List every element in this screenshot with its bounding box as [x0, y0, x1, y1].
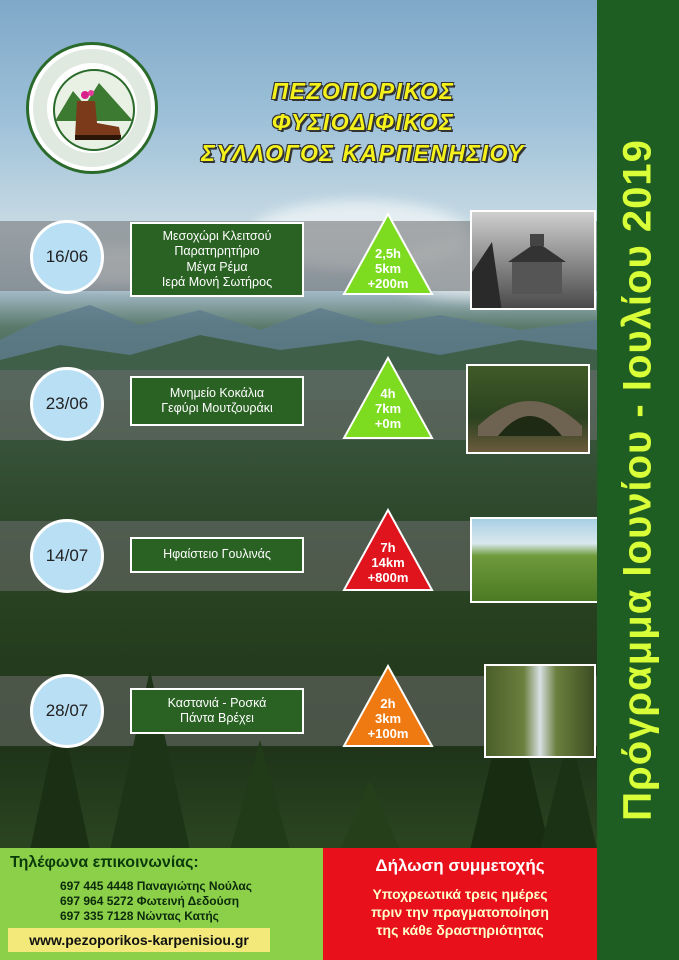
hiking-boot-icon: [55, 71, 133, 149]
signup-note: πριν την πραγματοποίηση: [371, 904, 549, 920]
website-link[interactable]: www.pezoporikos-karpenisiou.gr: [8, 928, 270, 952]
signup-note: Υποχρεωτικά τρεις ημέρες: [372, 886, 548, 902]
monastery-icon: [472, 212, 596, 310]
hike-distance: 5km: [374, 261, 402, 276]
hike-stats: [342, 696, 434, 741]
route-stop: Γεφύρι Μουτζουράκι: [161, 401, 273, 415]
route-stop: Ιερά Μονή Σωτήρος: [161, 275, 273, 289]
route-stop: Ηφαίστειο Γουλινάς: [163, 547, 271, 562]
club-name-line2: ΣΥΛΛΟΓΟΣ ΚΑΡΠΕΝΗΣΙΟΥ: [201, 140, 525, 166]
hike-elevation: +100m: [367, 726, 409, 741]
club-name-line1: ΠΕΖΟΠΟΡΙΚΟΣ ΦΥΣΙΟΔΙΦΙΚΟΣ: [271, 78, 455, 135]
hike-distance: 14km: [371, 555, 405, 570]
contact-phone: 697 335 7128 Νώντας Κατής: [60, 909, 219, 923]
club-logo: [26, 42, 158, 174]
hike-duration: 7h: [380, 540, 396, 555]
hike-date: 23/06: [30, 367, 104, 441]
signup-title: Δήλωση συμμετοχής: [375, 856, 545, 875]
hike-route: [130, 222, 304, 297]
contact-phone: 697 964 5272 Φωτεινή Δεδούση: [60, 894, 240, 908]
hike-date: 28/07: [30, 674, 104, 748]
hike-distance: 3km: [374, 711, 402, 726]
hike-stats: [342, 540, 434, 585]
hike-route: [130, 376, 304, 426]
hike-duration: 4h: [380, 386, 396, 401]
hike-elevation: +800m: [367, 570, 409, 585]
hike-route: [130, 537, 304, 573]
route-stop: Μνημείο Κοκάλια: [169, 385, 265, 400]
hike-date: 14/07: [30, 519, 104, 593]
hike-duration: 2h: [380, 696, 396, 711]
club-name: [183, 76, 543, 169]
waterfall-photo: [484, 664, 596, 758]
stone-bridge-photo: [466, 364, 590, 454]
contact-phone: 697 445 4448 Παναγιώτης Νούλας: [60, 879, 253, 893]
logo-emblem: [53, 69, 135, 151]
route-stop: Παρατηρητήριο: [174, 244, 260, 258]
contact-title: Τηλέφωνα επικοινωνίας:: [10, 854, 199, 871]
hike-date: 16/06: [30, 220, 104, 294]
route-stop: Μεσοχώρι Κλειτσού: [162, 228, 272, 243]
signup-panel: [323, 848, 597, 960]
route-stop: Καστανιά - Ροσκά: [167, 695, 267, 710]
program-title: Πρόγραμμα Ιουνίου - Ιουλίου 2019: [615, 139, 660, 821]
hike-duration: 2,5h: [374, 246, 401, 261]
hike-stats: [342, 246, 434, 291]
hike-stats: [342, 386, 434, 431]
signup-note: της κάθε δραστηριότητας: [376, 922, 544, 938]
hike-elevation: +200m: [367, 276, 409, 291]
route-stop: Μέγα Ρέμα: [186, 259, 248, 274]
hike-distance: 7km: [374, 401, 402, 416]
hike-elevation: +0m: [374, 416, 402, 431]
route-stop: Πάντα Βρέχει: [180, 711, 254, 725]
bridge-icon: [468, 366, 590, 454]
monastery-photo: [470, 210, 596, 310]
hike-route: [130, 688, 304, 734]
volcano-hill-photo: [470, 517, 600, 603]
program-title-sidebar: [597, 0, 679, 960]
